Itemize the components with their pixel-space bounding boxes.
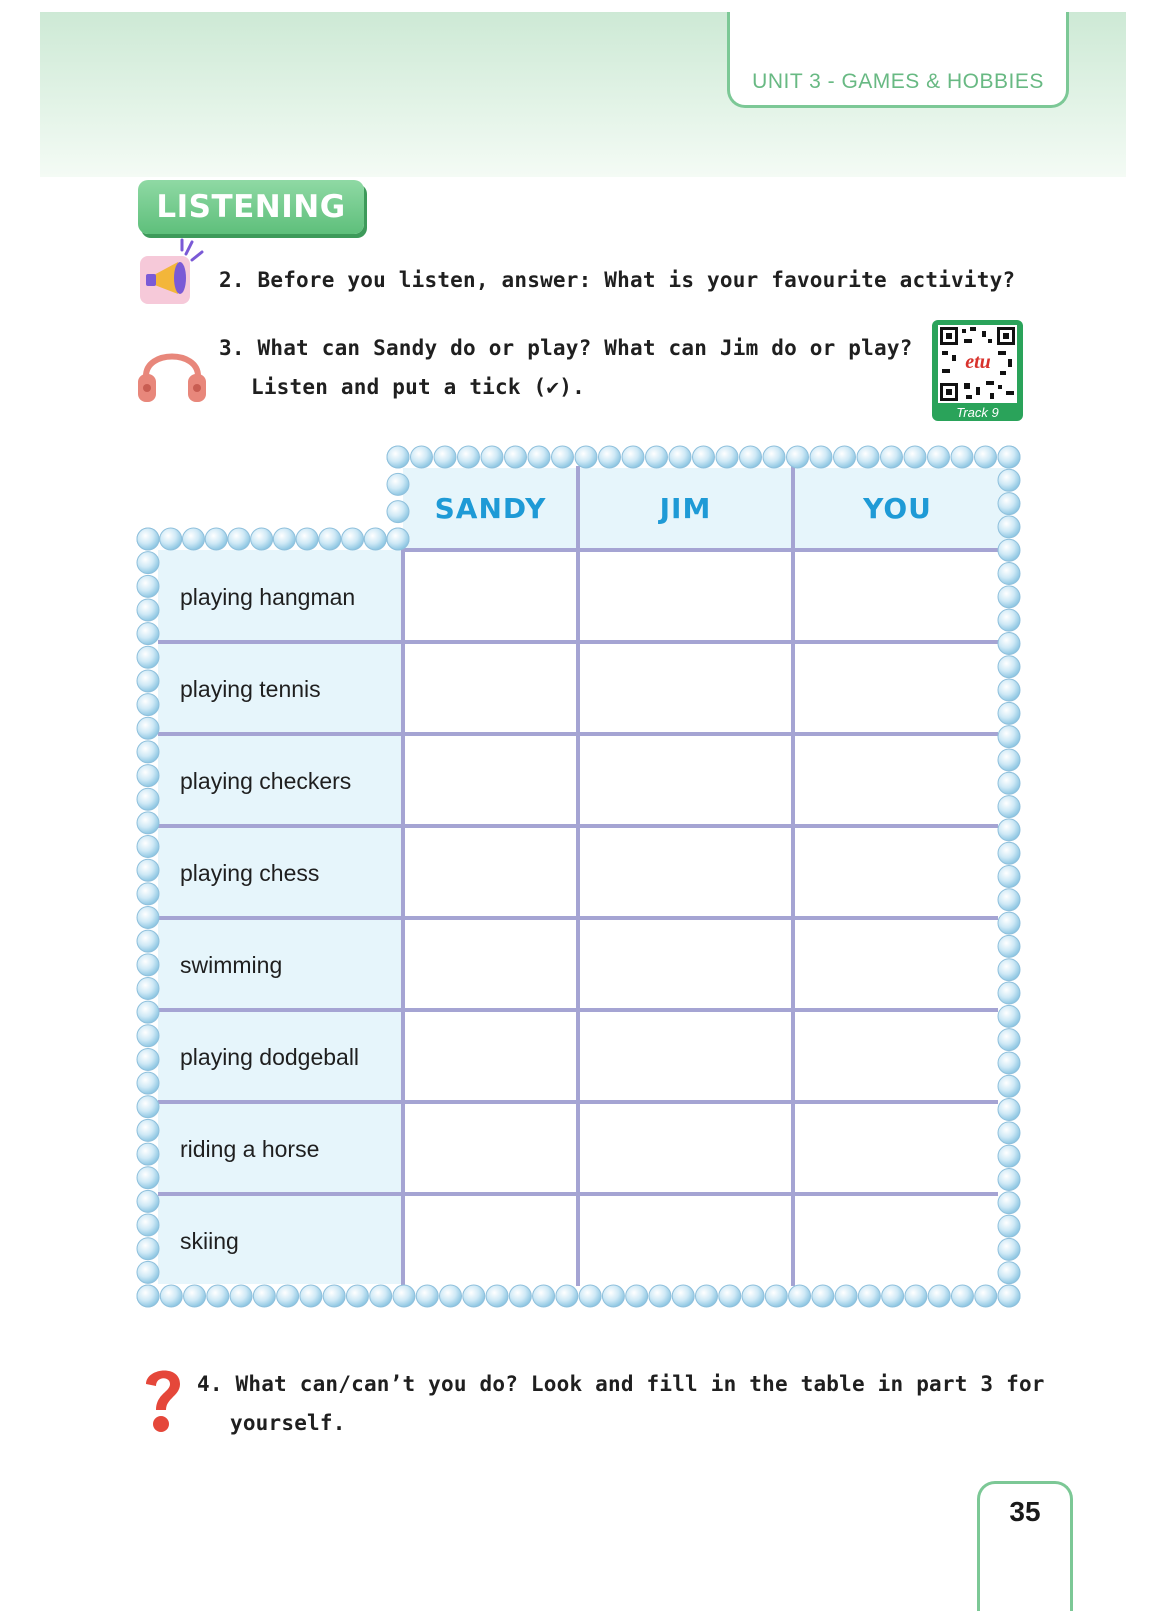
pearl-bead [137, 741, 159, 763]
pearl-bead [137, 1285, 159, 1307]
pearl-bead [646, 446, 668, 468]
pearl-bead [137, 552, 159, 574]
pearl-bead [323, 1285, 345, 1307]
pearl-bead [137, 623, 159, 645]
pearl-bead [998, 842, 1020, 864]
pearl-bead [137, 1261, 159, 1283]
pearl-bead [463, 1285, 485, 1307]
pearl-bead [998, 609, 1020, 631]
pearl-bead [998, 1075, 1020, 1097]
pearl-bead [834, 446, 856, 468]
pearl-bead [387, 473, 409, 495]
pearl-bead [273, 528, 295, 550]
question-4-line1: 4. What can/can’t you do? Look and fill in the table in part 3 for [197, 1372, 1045, 1396]
pearl-bead [552, 446, 574, 468]
page-number: 35 [1009, 1496, 1041, 1527]
pearl-bead [137, 1025, 159, 1047]
pearl-bead [579, 1285, 601, 1307]
pearl-bead [975, 1285, 997, 1307]
pearl-bead [998, 469, 1020, 491]
pearl-bead [672, 1285, 694, 1307]
pearl-bead [137, 765, 159, 787]
pearl-bead [998, 1052, 1020, 1074]
pearl-bead [998, 749, 1020, 771]
pearl-bead [253, 1285, 275, 1307]
pearl-bead [207, 1285, 229, 1307]
pearl-bead [998, 1122, 1020, 1144]
pearl-bead [975, 446, 997, 468]
pearl-bead [364, 528, 386, 550]
pearl-bead [599, 446, 621, 468]
pearl-bead [998, 796, 1020, 818]
pearl-bead [998, 1262, 1020, 1284]
pearl-bead [184, 1285, 206, 1307]
pearl-bead [649, 1285, 671, 1307]
pearl-bead [434, 446, 456, 468]
pearl-bead [998, 539, 1020, 561]
pearl-bead [137, 694, 159, 716]
pearl-bead [528, 446, 550, 468]
pearl-bead [626, 1285, 648, 1307]
pearl-bead [137, 954, 159, 976]
pearl-bead [342, 528, 364, 550]
pearl-bead [719, 1285, 741, 1307]
pearl-bead [387, 528, 409, 550]
pearl-bead [998, 1238, 1020, 1260]
pearl-bead [137, 575, 159, 597]
pearl-bead [998, 1192, 1020, 1214]
pearl-bead [277, 1285, 299, 1307]
pearl-bead [742, 1285, 764, 1307]
pearl-bead [319, 528, 341, 550]
pearl-bead [998, 1145, 1020, 1167]
pearl-bead [486, 1285, 508, 1307]
pearl-bead [998, 912, 1020, 934]
pearl-bead [137, 717, 159, 739]
pearl-bead [695, 1285, 717, 1307]
pearl-bead [387, 446, 409, 468]
pearl-bead [789, 1285, 811, 1307]
pearl-bead [998, 1099, 1020, 1121]
pearl-bead [509, 1285, 531, 1307]
pearl-bead [137, 1238, 159, 1260]
pearl-bead [810, 446, 832, 468]
pearl-bead [998, 1005, 1020, 1027]
question-3-line2: Listen and put a tick (✔). [251, 375, 585, 399]
pearl-bead [205, 528, 227, 550]
pearl-bead [137, 1190, 159, 1212]
row-label: playing chess [180, 860, 320, 886]
pearl-bead [881, 446, 903, 468]
pearl-bead [998, 446, 1020, 468]
pearl-bead [182, 528, 204, 550]
row-label: playing tennis [180, 676, 321, 702]
pearl-bead [928, 1285, 950, 1307]
pearl-bead [998, 516, 1020, 538]
question-4-line2: yourself. [230, 1411, 346, 1435]
pearl-bead [998, 656, 1020, 678]
column-header-you: YOU [863, 492, 932, 525]
pearl-bead [998, 866, 1020, 888]
pearl-bead [951, 1285, 973, 1307]
pearl-bead [998, 982, 1020, 1004]
column-header-sandy: SANDY [434, 492, 547, 525]
qr-brand: etu [965, 351, 991, 373]
pearl-bead [137, 1214, 159, 1236]
pearl-bead [458, 446, 480, 468]
pearl-bead [137, 1072, 159, 1094]
pearl-bead [160, 1285, 182, 1307]
pearl-bead [998, 586, 1020, 608]
pearl-bead [137, 1119, 159, 1141]
pearl-bead [835, 1285, 857, 1307]
pearl-bead [602, 1285, 624, 1307]
pearl-bead [387, 501, 409, 523]
pearl-bead [481, 446, 503, 468]
pearl-bead [765, 1285, 787, 1307]
question-2: 2. Before you listen, answer: What is your favourite activity? [219, 268, 1016, 292]
pearl-bead [137, 528, 159, 550]
pearl-bead [411, 446, 433, 468]
row-label: playing checkers [180, 768, 352, 794]
pearl-bead [998, 889, 1020, 911]
pearl-bead [137, 670, 159, 692]
pearl-bead [998, 959, 1020, 981]
pearl-bead [998, 679, 1020, 701]
pearl-bead [137, 812, 159, 834]
track-label: Track 9 [956, 405, 999, 420]
pearl-bead [951, 446, 973, 468]
pearl-bead [505, 446, 527, 468]
unit-title: UNIT 3 - GAMES & HOBBIES [752, 70, 1044, 93]
pearl-bead [882, 1285, 904, 1307]
row-label: riding a horse [180, 1136, 320, 1162]
pearl-bead [251, 528, 273, 550]
pearl-bead [137, 883, 159, 905]
row-label: swimming [180, 952, 283, 978]
page-tab [977, 1481, 1073, 1611]
row-label: playing hangman [180, 584, 356, 610]
pearl-bead [440, 1285, 462, 1307]
pearl-bead [300, 1285, 322, 1307]
pearl-bead [416, 1285, 438, 1307]
pearl-bead [998, 772, 1020, 794]
pearl-bead [575, 446, 597, 468]
pearl-bead [622, 446, 644, 468]
pearl-bead [998, 1215, 1020, 1237]
row-label: playing dodgeball [180, 1044, 360, 1070]
pearl-bead [857, 446, 879, 468]
pearl-bead [137, 1001, 159, 1023]
pearl-bead [787, 446, 809, 468]
section-title: LISTENING [156, 189, 346, 225]
pearl-bead [230, 1285, 252, 1307]
pearl-bead [998, 726, 1020, 748]
pearl-bead [228, 528, 250, 550]
pearl-bead [137, 836, 159, 858]
pearl-bead [137, 1048, 159, 1070]
pearl-bead [998, 632, 1020, 654]
pearl-bead [556, 1285, 578, 1307]
pearl-bead [998, 819, 1020, 841]
pearl-bead [904, 446, 926, 468]
pearl-bead [740, 446, 762, 468]
pearl-bead [669, 446, 691, 468]
pearl-bead [137, 1143, 159, 1165]
pearl-bead [928, 446, 950, 468]
pearl-bead [137, 930, 159, 952]
row-label: skiing [180, 1228, 239, 1254]
pearl-bead [137, 1096, 159, 1118]
pearl-bead [137, 907, 159, 929]
pearl-bead [998, 935, 1020, 957]
pearl-bead [693, 446, 715, 468]
pearl-bead [137, 646, 159, 668]
pearl-bead [998, 493, 1020, 515]
pearl-bead [137, 788, 159, 810]
pearl-bead [296, 528, 318, 550]
pearl-bead [998, 1285, 1020, 1307]
pearl-bead [370, 1285, 392, 1307]
pearl-bead [998, 1029, 1020, 1051]
pearl-bead [393, 1285, 415, 1307]
pearl-bead [763, 446, 785, 468]
pearl-bead [858, 1285, 880, 1307]
pearl-bead [137, 599, 159, 621]
pearl-bead [346, 1285, 368, 1307]
column-header-jim: JIM [659, 492, 712, 525]
pearl-bead [998, 1168, 1020, 1190]
pearl-bead [137, 1167, 159, 1189]
pearl-bead [812, 1285, 834, 1307]
pearl-bead [137, 977, 159, 999]
question-3-line1: 3. What can Sandy do or play? What can Jim do or play? [219, 336, 913, 360]
pearl-bead [998, 702, 1020, 724]
pearl-bead [905, 1285, 927, 1307]
pearl-bead [160, 528, 182, 550]
pearl-bead [998, 563, 1020, 585]
pearl-bead [716, 446, 738, 468]
question-mark-icon [140, 1364, 186, 1436]
pearl-bead [533, 1285, 555, 1307]
pearl-bead [137, 859, 159, 881]
